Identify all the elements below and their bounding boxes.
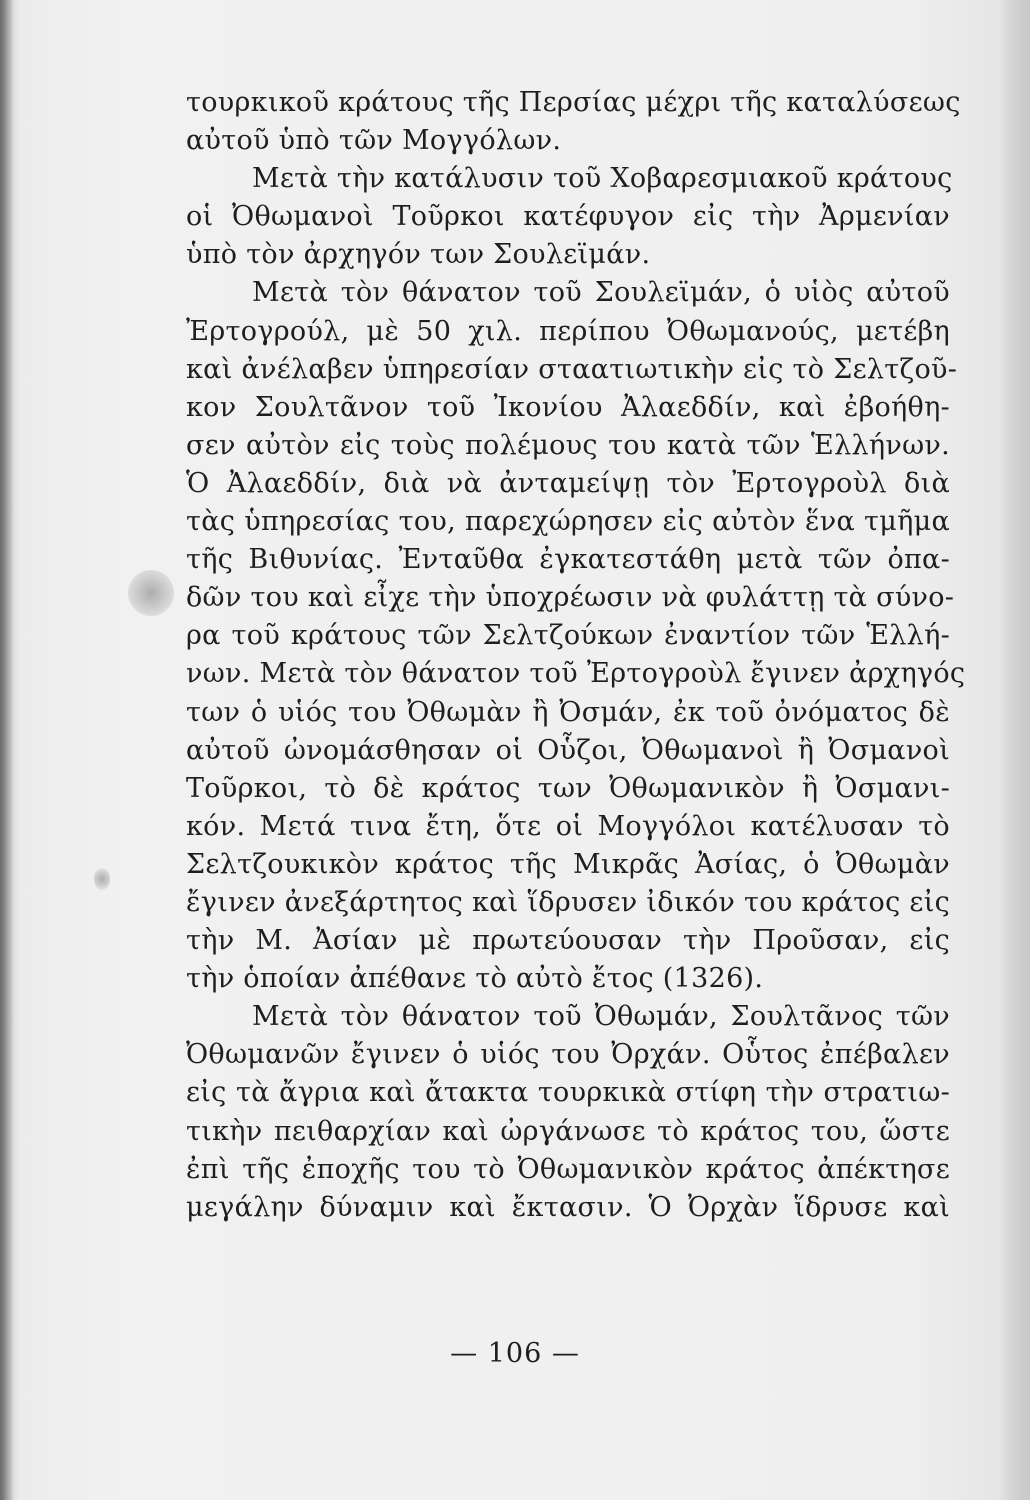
text-line: Ὁ Ἀλαεδδίν, διὰ νὰ ἀνταμείψῃ τὸν Ἐρτογροὺλ διὰ bbox=[186, 467, 950, 499]
page-edge-shadow bbox=[998, 0, 1030, 1500]
text-line: τὴν ὁποίαν ἀπέθανε τὸ αὐτὸ ἔτος (1326). bbox=[186, 963, 764, 995]
text-line: αὐτοῦ ὑπὸ τῶν Μογγόλων. bbox=[186, 125, 562, 157]
text-line: Μετὰ τὸν θάνατον τοῦ Σουλεϊμάν, ὁ υἱὸς αὐτοῦ bbox=[252, 277, 950, 309]
text-line: Τοῦρκοι, τὸ δὲ κράτος των Ὀθωμανικὸν ἢ Ὀσμανι- bbox=[186, 772, 950, 804]
ink-smudge bbox=[94, 868, 110, 890]
text-line: Σελτζουκικὸν κράτος τῆς Μικρᾶς Ἀσίας, ὁ Ὀθωμὰν bbox=[186, 848, 950, 880]
text-line: Μετὰ τὸν θάνατον τοῦ Ὀθωμάν, Σουλτᾶνος τῶν bbox=[252, 1001, 950, 1033]
text-line: αὐτοῦ ὠνομάσθησαν οἱ Οὗζοι, Ὀθωμανοὶ ἢ Ὀσμανοὶ bbox=[186, 734, 950, 766]
text-line: τικὴν πειθαρχίαν καὶ ὠργάνωσε τὸ κράτος του, ὥστε bbox=[186, 1115, 950, 1147]
text-line: δῶν του καὶ εἶχε τὴν ὑποχρέωσιν νὰ φυλάττῃ τὰ σύνο- bbox=[186, 582, 955, 614]
text-line: ὑπὸ τὸν ἀρχηγόν των Σουλεϊμάν. bbox=[186, 239, 651, 271]
text-line: νων. Μετὰ τὸν θάνατον τοῦ Ἐρτογροὺλ ἔγινεν ἀρχηγός bbox=[186, 658, 966, 690]
text-line: μεγάλην δύναμιν καὶ ἔκτασιν. Ὁ Ὀρχὰν ἵδρυσε καὶ bbox=[186, 1191, 950, 1223]
text-line: των ὁ υἱός του Ὀθωμὰν ἢ Ὀσμάν, ἐκ τοῦ ὀνόματος δὲ bbox=[186, 696, 950, 728]
text-line: Ἐρτογρούλ, μὲ 50 χιλ. περίπου Ὀθωμανούς, μετέβη bbox=[186, 315, 950, 347]
text-line: τῆς Βιθυνίας. Ἐνταῦθα ἐγκατεστάθη μετὰ τῶν ὀπα- bbox=[186, 544, 950, 576]
text-line: τὴν Μ. Ἀσίαν μὲ πρωτεύουσαν τὴν Προῦσαν, εἰς bbox=[186, 925, 950, 957]
body-text bbox=[186, 84, 966, 1227]
text-line: εἰς τὰ ἄγρια καὶ ἄτακτα τουρκικὰ στίφη τὴν στρατιω- bbox=[186, 1077, 950, 1109]
text-line: τουρκικοῦ κράτους τῆς Περσίας μέχρι τῆς καταλύσεως bbox=[186, 87, 961, 118]
text-line: τὰς ὑπηρεσίας του, παρεχώρησεν εἰς αὐτὸν ἕνα τμῆμα bbox=[186, 506, 950, 538]
text-line: ἐπὶ τῆς ἐποχῆς του τὸ Ὀθωμανικὸν κράτος ἀπέκτησε bbox=[186, 1153, 950, 1185]
text-line: καὶ ἀνέλαβεν ὑπηρεσίαν σταατιωτικὴν εἰς τὸ Σελτζοῦ- bbox=[186, 353, 958, 385]
text-line: σεν αὐτὸν εἰς τοὺς πολέμους του κατὰ τῶν Ἑλλήνων. bbox=[186, 429, 950, 461]
text-line: οἱ Ὀθωμανοὶ Τοῦρκοι κατέφυγον εἰς τὴν Ἀρμενίαν bbox=[186, 201, 950, 233]
text-line: ἔγινεν ἀνεξάρτητος καὶ ἵδρυσεν ἰδικόν του κράτος εἰς bbox=[186, 886, 950, 918]
page-number: — 106 — bbox=[450, 1338, 580, 1369]
text-line: ρα τοῦ κράτους τῶν Σελτζούκων ἐναντίον τῶν Ἑλλή- bbox=[186, 620, 950, 652]
ink-smudge bbox=[128, 570, 174, 616]
text-line: Ὀθωμανῶν ἔγινεν ὁ υἱός του Ὀρχάν. Οὗτος ἐπέβαλεν bbox=[186, 1039, 950, 1071]
text-line: κον Σουλτᾶνον τοῦ Ἰκονίου Ἀλαεδδίν, καὶ ἐβοήθη- bbox=[186, 391, 950, 423]
spine-shadow bbox=[0, 0, 14, 1500]
text-line: κόν. Μετά τινα ἔτη, ὅτε οἱ Μογγόλοι κατέλυσαν τὸ bbox=[186, 810, 950, 842]
text-line: Μετὰ τὴν κατάλυσιν τοῦ Χοβαρεσμιακοῦ κράτους bbox=[252, 163, 953, 195]
